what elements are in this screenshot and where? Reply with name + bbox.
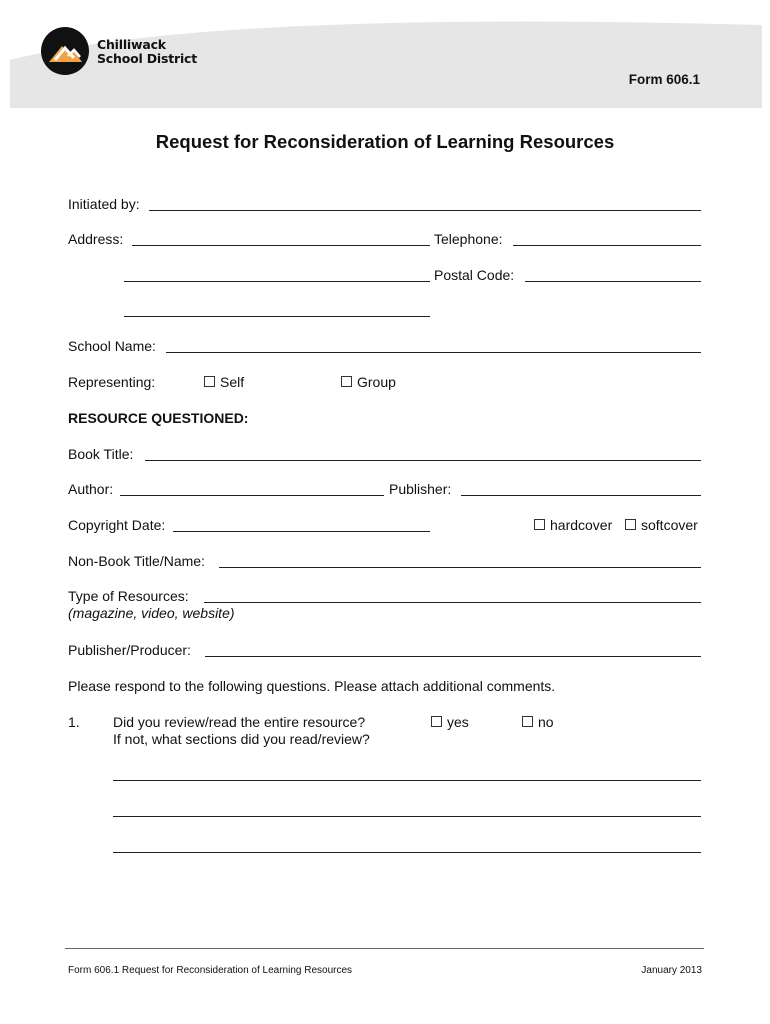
type-of-resources-label: Type of Resources: [68, 588, 189, 604]
author-field[interactable] [120, 495, 384, 496]
hardcover-label: hardcover [550, 517, 613, 533]
softcover-option[interactable] [625, 517, 698, 533]
non-book-title-field[interactable] [219, 567, 701, 568]
representing-label: Representing: [68, 374, 156, 390]
answer-line-3[interactable] [113, 852, 701, 853]
school-name-label: School Name: [68, 338, 156, 354]
postal-code-field[interactable] [525, 281, 701, 282]
no-checkbox[interactable] [522, 716, 533, 727]
publisher-producer-field[interactable] [205, 656, 701, 657]
yes-checkbox[interactable] [431, 716, 442, 727]
publisher-producer-label: Publisher/Producer: [68, 642, 191, 658]
self-checkbox[interactable] [204, 376, 215, 387]
answer-line-1[interactable] [113, 780, 701, 781]
telephone-label: Telephone: [434, 231, 503, 247]
group-option[interactable] [341, 374, 396, 390]
resource-heading: RESOURCE QUESTIONED: [68, 410, 249, 426]
non-book-title-label: Non-Book Title/Name: [68, 553, 205, 569]
self-label: Self [220, 374, 245, 390]
answer-line-2[interactable] [113, 816, 701, 817]
yes-label: yes [447, 714, 469, 730]
telephone-field[interactable] [513, 245, 701, 246]
question-1-text-1: Did you review/read the entire resource? [113, 714, 366, 730]
footer-divider [65, 948, 704, 949]
book-title-label: Book Title: [68, 446, 134, 462]
question-1-text-2: If not, what sections did you read/review? [113, 731, 370, 747]
softcover-checkbox[interactable] [625, 519, 636, 530]
type-examples: (magazine, video, website) [68, 605, 235, 621]
copyright-date-field[interactable] [173, 531, 430, 532]
footer-left: Form 606.1 Request for Reconsideration of Learning Resources [68, 965, 353, 976]
hardcover-checkbox[interactable] [534, 519, 545, 530]
type-of-resources-field[interactable] [204, 602, 701, 603]
district-logo-icon [40, 26, 90, 76]
group-checkbox[interactable] [341, 376, 352, 387]
district-logo-text [97, 38, 197, 65]
yes-option[interactable] [431, 714, 469, 730]
hardcover-option[interactable] [534, 517, 612, 533]
logo-line-1: Chilliwack [97, 37, 166, 52]
school-name-field[interactable] [166, 352, 701, 353]
group-label: Group [357, 374, 396, 390]
form-number: Form 606.1 [628, 72, 700, 87]
page-title: Request for Reconsideration of Learning Resources [155, 131, 615, 152]
self-option[interactable] [204, 374, 244, 390]
copyright-date-label: Copyright Date: [68, 517, 166, 533]
no-label: no [538, 714, 554, 730]
address-field-3[interactable] [124, 316, 430, 317]
initiated-by-label: Initiated by: [68, 196, 140, 212]
postal-code-label: Postal Code: [434, 267, 515, 283]
author-label: Author: [68, 481, 114, 497]
initiated-by-field[interactable] [149, 210, 701, 211]
no-option[interactable] [522, 714, 554, 730]
book-title-field[interactable] [145, 460, 701, 461]
address-label: Address: [68, 231, 124, 247]
logo-line-2: School District [97, 50, 198, 66]
address-field-1[interactable] [132, 245, 430, 246]
softcover-label: softcover [641, 517, 698, 533]
instructions-text: Please respond to the following questions. Please attach additional comments. [68, 678, 556, 694]
question-1-number: 1. [68, 714, 80, 730]
publisher-field[interactable] [461, 495, 701, 496]
address-field-2[interactable] [124, 281, 430, 282]
footer-right: January 2013 [641, 965, 702, 976]
publisher-label: Publisher: [389, 481, 452, 497]
